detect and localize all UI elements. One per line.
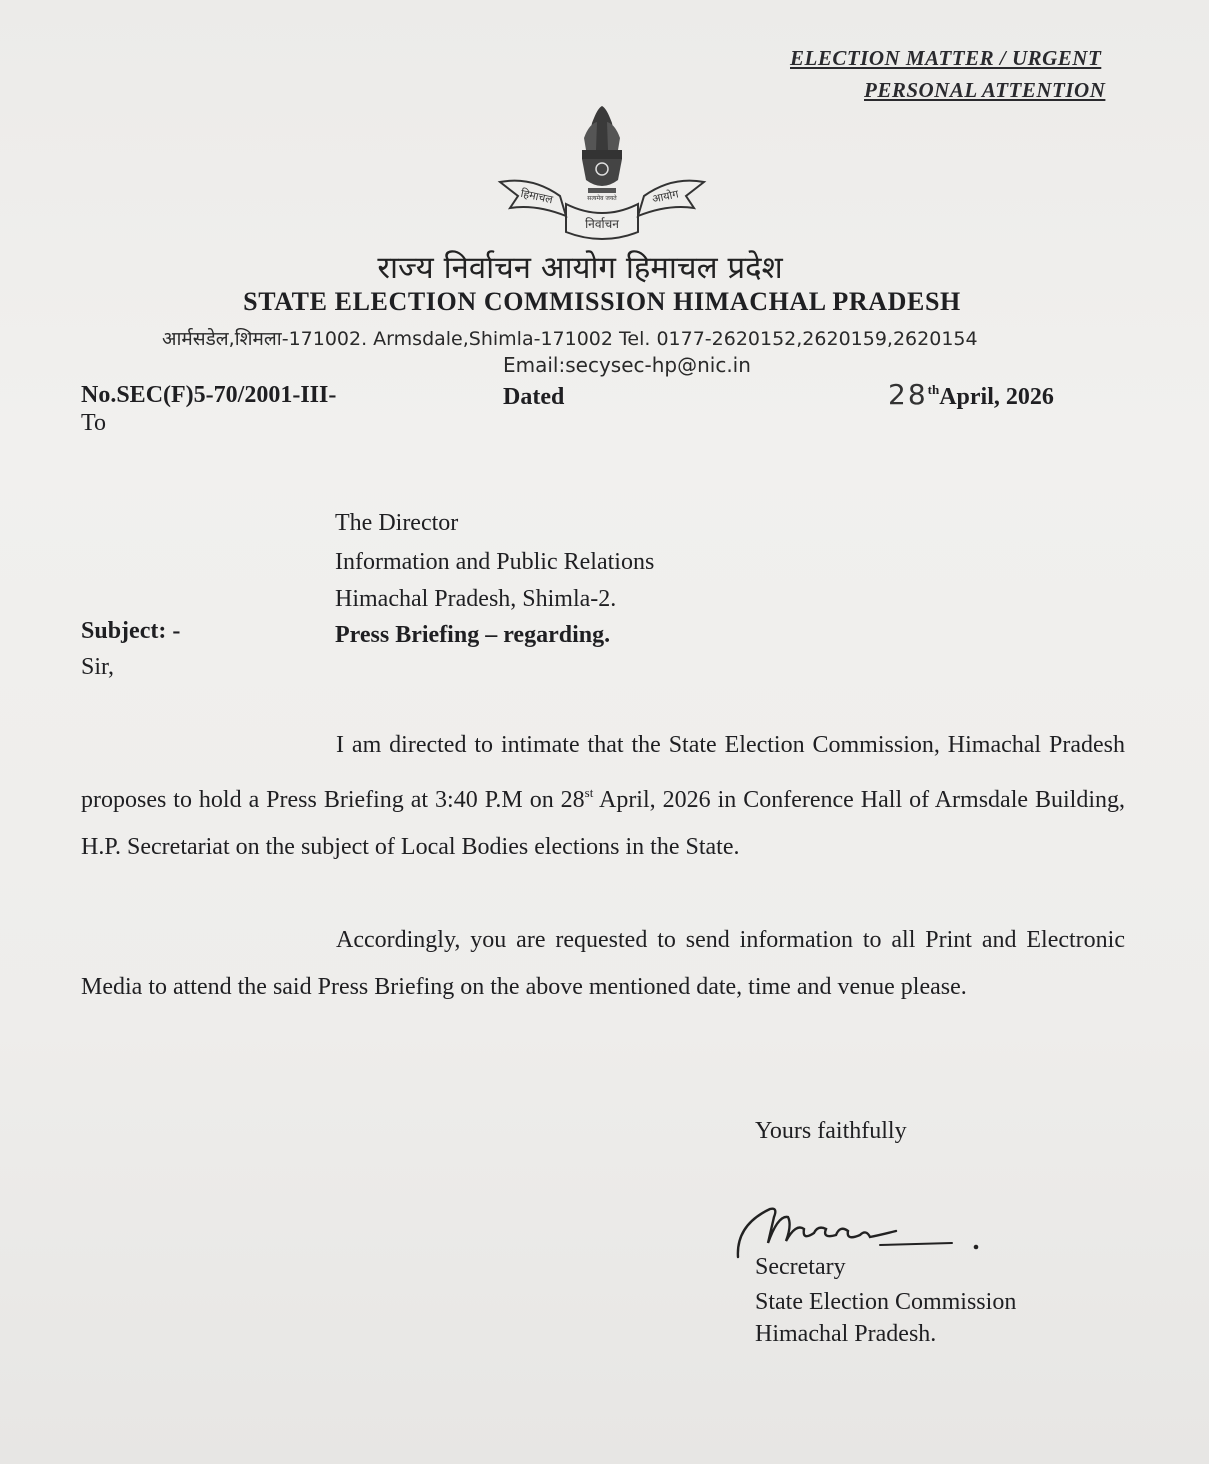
signatory-organization: State Election Commission: [755, 1289, 1017, 1315]
urgent-line-1: ELECTION MATTER / URGENT: [790, 46, 1102, 70]
email-line: Email:secysec-hp@nic.in: [503, 353, 751, 377]
emblem-ribbon-left: हिमाचल: [519, 186, 555, 207]
yours-faithfully: Yours faithfully: [755, 1118, 907, 1144]
signatory-state: Himachal Pradesh.: [755, 1321, 937, 1347]
hindi-title: राज्य निर्वाचन आयोग हिमाचल प्रदेश: [377, 250, 783, 286]
addressee-line-2: Information and Public Relations: [335, 549, 655, 575]
emblem-ribbon-center: निर्वाचन: [585, 217, 619, 231]
subject-text: Press Briefing – regarding.: [335, 622, 611, 648]
para1-part-a: I am directed to intimate that the State Election Commission, Himachal Pradesh proposes to hold a Press Briefing at 3:40 P.M on 28: [81, 732, 1125, 813]
to-label: To: [81, 410, 106, 436]
salutation: Sir,: [81, 654, 115, 680]
english-title: STATE ELECTION COMMISSION HIMACHAL PRADESH: [243, 287, 961, 316]
body-paragraph-2: [81, 917, 1125, 1011]
emblem-ribbon-right: आयोग: [650, 187, 680, 206]
signatory-designation: Secretary: [755, 1254, 846, 1280]
para2-text: Accordingly, you are requested to send information to all Print and Electronic Media to attend the said Press Briefing on the above mentioned date, time and venue please.: [81, 927, 1125, 1000]
reference-number: No.SEC(F)5-70/2001-III-: [81, 382, 337, 408]
subject-label: Subject: -: [81, 618, 181, 644]
dated-label: Dated: [503, 384, 565, 410]
date-suffix: th: [927, 382, 940, 397]
addressee-line-1: The Director: [335, 510, 459, 536]
urgent-line-2: PERSONAL ATTENTION: [864, 78, 1106, 102]
para1-part-b: April, 2026 in Conference Hall of Armsdale Building, H.P. Secretariat on the subject of Local Bodies elections in the State.: [81, 787, 1125, 860]
date-block: [888, 378, 1054, 411]
date-rest: April, 2026: [939, 384, 1054, 410]
body-paragraph-1: [81, 722, 1125, 871]
svg-text:सत्यमेव जयते: सत्यमेव जयते: [587, 195, 617, 202]
handwritten-day: 28: [888, 378, 928, 411]
para1-superscript: st: [584, 785, 594, 800]
addressee-line-3: Himachal Pradesh, Shimla-2.: [335, 586, 617, 612]
address-line: आर्मसडेल,शिमला-171002. Armsdale,Shimla-171002 Tel. 0177-2620152,2620159,2620154: [162, 328, 978, 350]
national-emblem-icon: [492, 100, 712, 245]
